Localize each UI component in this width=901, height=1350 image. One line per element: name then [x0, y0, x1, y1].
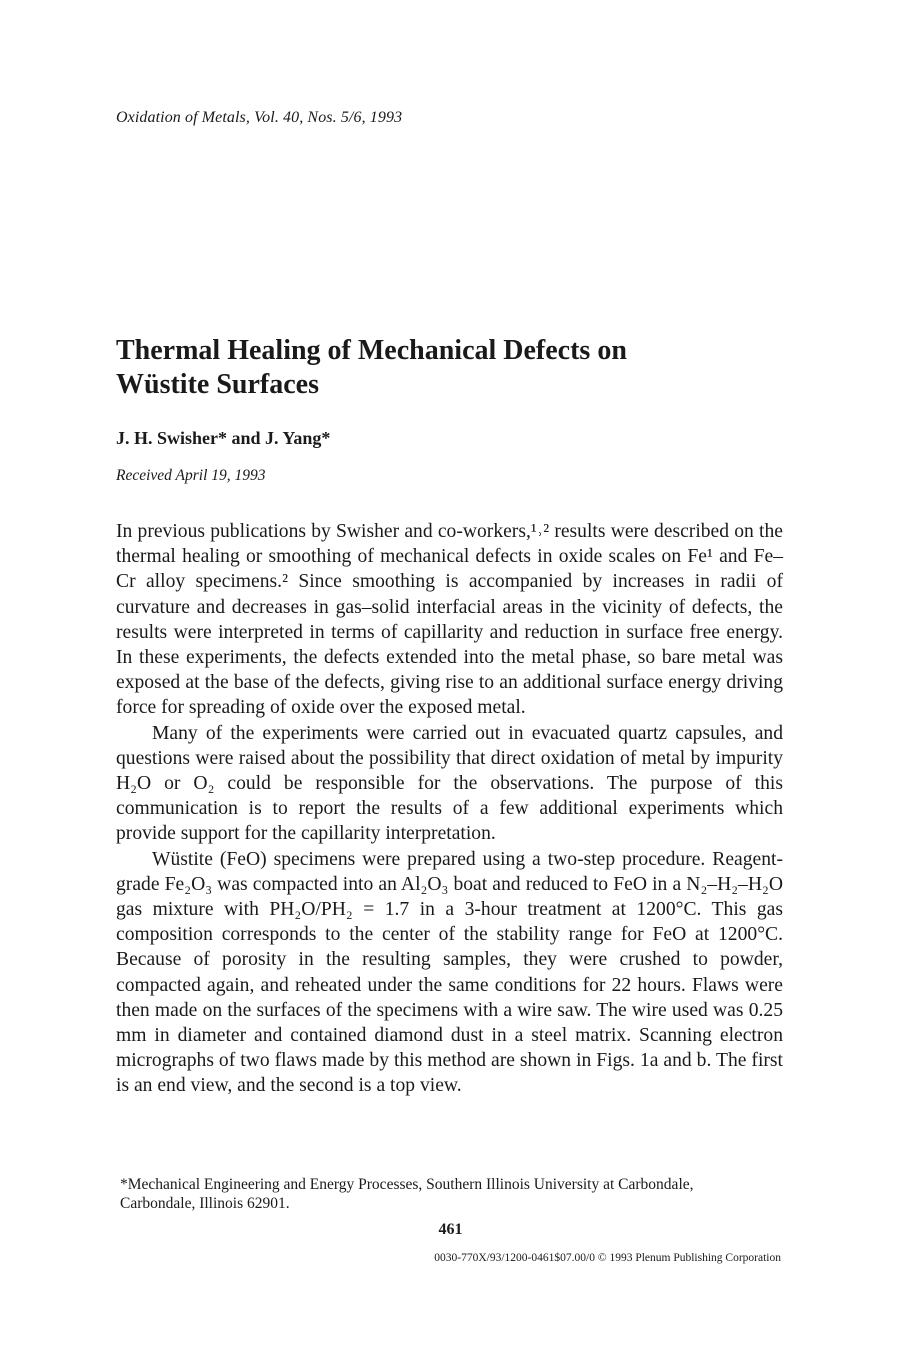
article-body [116, 519, 783, 1099]
footnote-line1: *Mechanical Engineering and Energy Processes, Southern Illinois University at Carbondale, [120, 1176, 694, 1193]
article-title-line2: Wüstite Surfaces [116, 369, 319, 400]
article-authors: J. H. Swisher* and J. Yang* [116, 428, 331, 448]
copyright-line: 0030-770X/93/1200-0461$07.00/0 © 1993 Plenum Publishing Corporation [434, 1252, 781, 1264]
received-date: Received April 19, 1993 [116, 467, 266, 484]
body-paragraph-3: Wüstite (FeO) specimens were prepared using a two-step procedure. Reagent-grade Fe₂O₃ was compacted into an Al₂O₃ boat and reduced to FeO in a N₂–H₂–H₂O gas mixture with PH₂O/PH₂ = 1.7 in a 3-hour treatment at 1200°C. This gas composition corresponds to the center of the stability range for FeO at 1200°C. Because of porosity in the resulting samples, they were crushed to powder, compacted again, and reheated under the same conditions for 22 hours. Flaws were then made on the surfaces of the specimens with a wire saw. The wire used was 0.25 mm in diameter and contained diamond dust in a steel matrix. Scanning electron micrographs of two flaws made by this method are shown in Figs. 1a and b. The first is an end view, and the second is a top view. [116, 848, 783, 1097]
author-affiliation-footnote [116, 1175, 787, 1213]
footnote-line2: Carbondale, Illinois 62901. [120, 1195, 290, 1212]
body-paragraph-1: In previous publications by Swisher and co-workers,¹˒² results were described on the thermal healing or smoothing of mechanical defects in oxide scales on Fe¹ and Fe–Cr alloy specimens.² Since smoothing is accompanied by increases in radii of curvature and decreases in gas–solid interfacial areas in the vicinity of defects, the results were interpreted in terms of capillarity and reduction in surface free energy. In these experiments, the defects extended into the metal phase, so bare metal was exposed at the base of the defects, giving rise to an additional surface energy driving force for spreading of oxide over the exposed metal. [116, 521, 783, 719]
article-title [116, 334, 796, 402]
journal-citation: Oxidation of Metals, Vol. 40, Nos. 5/6, 1993 [116, 109, 403, 126]
body-paragraph-2: Many of the experiments were carried out in evacuated quartz capsules, and questions were raised about the possibility that direct oxidation of metal by impurity H₂O or O₂ could be responsible for the observations. The purpose of this communication is to report the results of a few additional experiments which provide support for the capillarity interpretation. [116, 722, 783, 845]
page-number: 461 [438, 1221, 463, 1238]
article-title-line1: Thermal Healing of Mechanical Defects on [116, 335, 627, 366]
